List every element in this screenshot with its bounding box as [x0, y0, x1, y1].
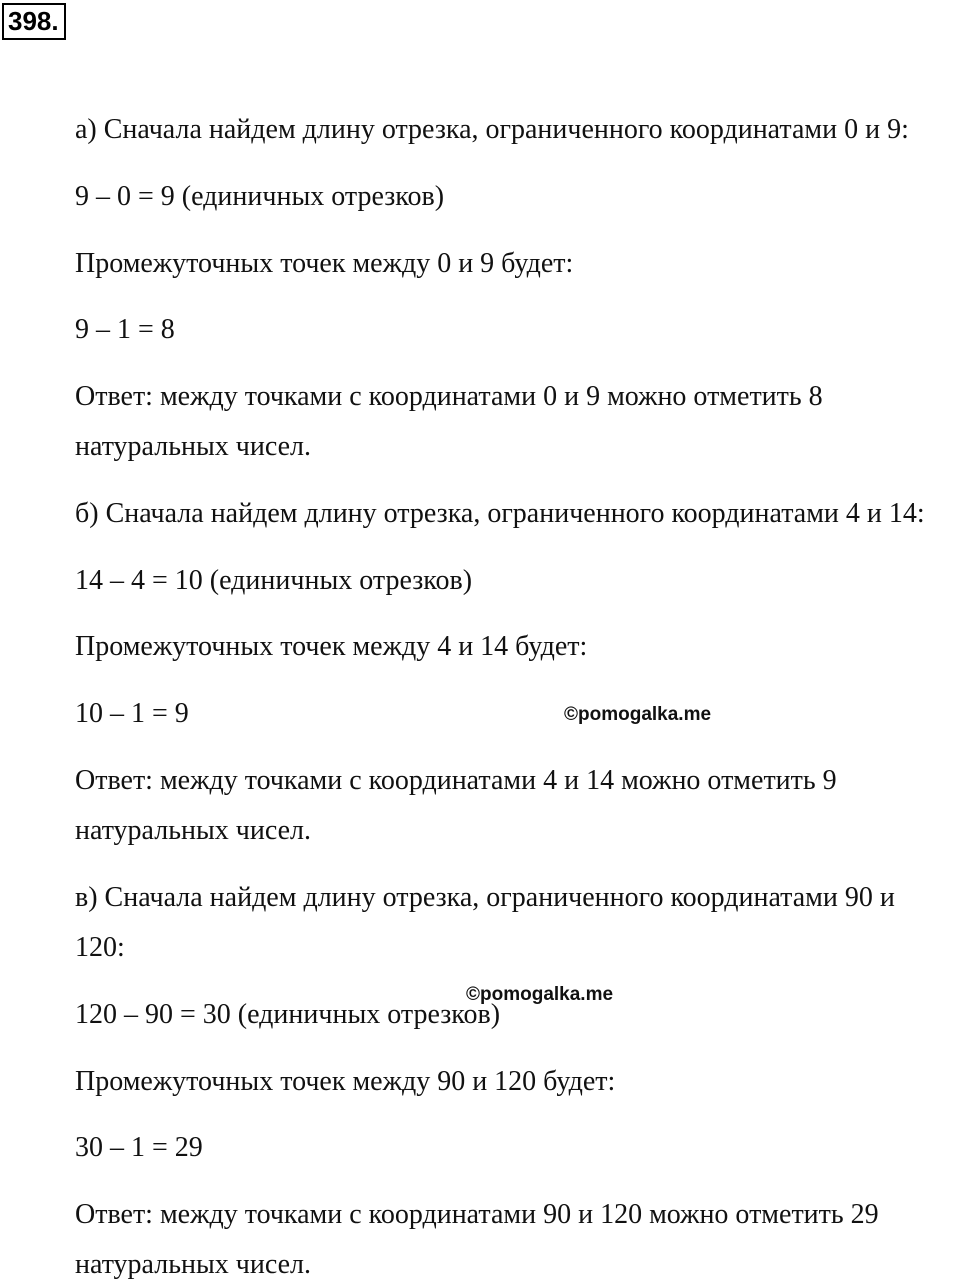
- part-c-points-intro: Промежуточных точек между 90 и 120 будет:: [75, 1066, 616, 1097]
- part-b-answer: Ответ: между точками с координатами 4 и 14 можно отметить 9: [75, 765, 837, 796]
- task-number: 398.: [2, 3, 66, 40]
- part-a-answer: Ответ: между точками с координатами 0 и 9 можно отметить 8: [75, 381, 823, 412]
- part-c-intro-cont: 120:: [75, 932, 125, 963]
- part-b-length-calc: 14 – 4 = 10 (единичных отрезков): [75, 565, 473, 596]
- part-b-answer-cont: натуральных чисел.: [75, 815, 312, 846]
- watermark: ©pomogalka.me: [466, 984, 614, 1005]
- part-c-points-calc: 30 – 1 = 29: [75, 1132, 203, 1163]
- part-c-length-calc: 120 – 90 = 30 (единичных отрезков): [75, 999, 501, 1030]
- part-c-intro: в) Сначала найдем длину отрезка, ограниченного координатами 90 и: [75, 882, 895, 913]
- part-a-length-calc: 9 – 0 = 9 (единичных отрезков): [75, 181, 445, 212]
- part-c-answer-cont: натуральных чисел.: [75, 1249, 312, 1280]
- part-a-intro: а) Сначала найдем длину отрезка, ограниченного координатами 0 и 9:: [75, 114, 909, 145]
- part-b-intro: б) Сначала найдем длину отрезка, ограниченного координатами 4 и 14:: [75, 498, 925, 529]
- watermark: ©pomogalka.me: [564, 704, 712, 725]
- part-a-points-calc: 9 – 1 = 8: [75, 314, 175, 345]
- part-b-points-intro: Промежуточных точек между 4 и 14 будет:: [75, 631, 588, 662]
- part-b-points-calc: 10 – 1 = 9: [75, 698, 189, 729]
- part-a-answer-cont: натуральных чисел.: [75, 431, 312, 462]
- part-a-points-intro: Промежуточных точек между 0 и 9 будет:: [75, 248, 574, 279]
- part-c-answer: Ответ: между точками с координатами 90 и 120 можно отметить 29: [75, 1199, 879, 1230]
